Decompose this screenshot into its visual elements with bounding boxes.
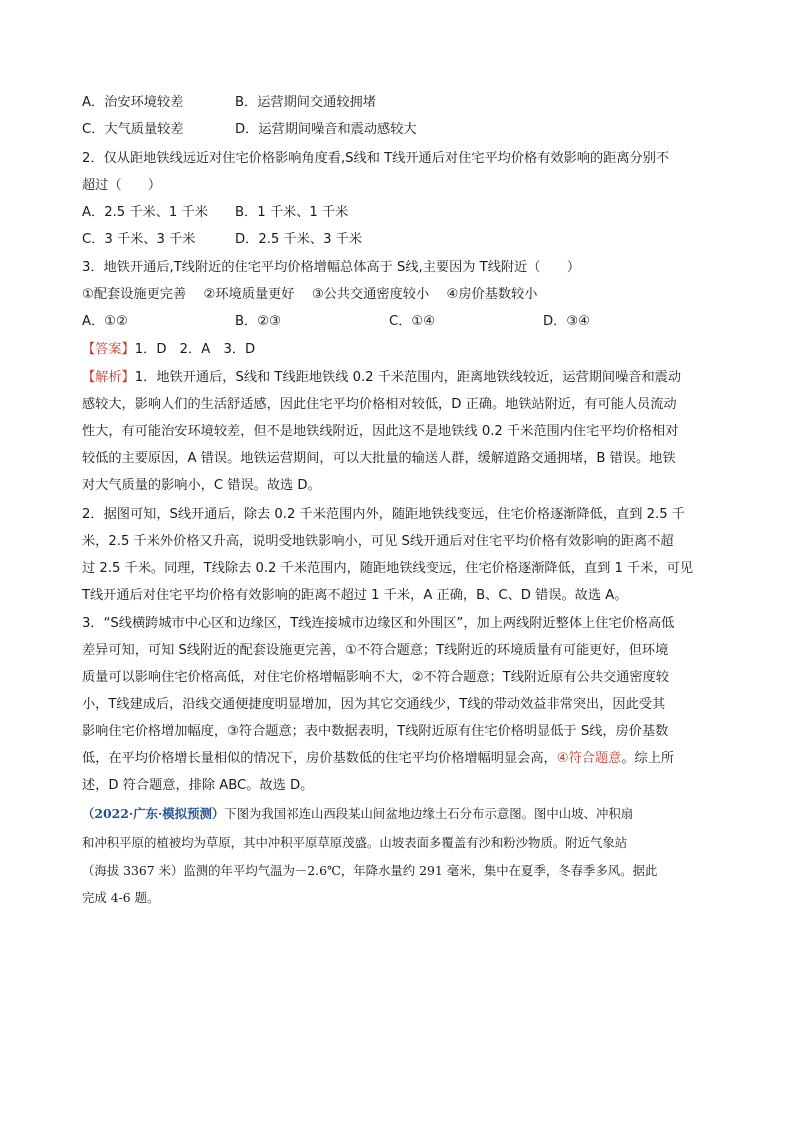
analysis-p2-line2: 米，2.5 千米外价格又升高，说明受地铁影响小，可见 S线开通后对住宅平均价格有效影响的距离不超 bbox=[82, 534, 674, 549]
analysis-p2-line4: T线开通后对住宅平均价格有效影响的距离不超过 1 千米，A 正确，B、C、D 错误。故选 A。 bbox=[82, 588, 628, 603]
q3-options-row bbox=[82, 308, 722, 335]
q3-option-a: A．①② bbox=[82, 314, 128, 329]
q3-option-c: C．①④ bbox=[389, 314, 436, 329]
next-intro-line1: （2022·广东·模拟预测）下图为我国祁连山西段某山间盆地边缘土石分布示意图。图中山坡、冲积扇 bbox=[82, 806, 634, 821]
answer-text: 1．D 2．A 3．D bbox=[134, 342, 256, 357]
analysis-p3-line3: 质量可以影响住宅价格高低，对住宅价格增幅影响不大，②不符合题意；T线附近原有公共交通密度较 bbox=[82, 670, 669, 685]
analysis-p1-line3: 性大，有可能治安环境较差，但不是地铁线附近，因此这不是地铁线 0.2 千米范围内住宅平均价格相对 bbox=[82, 424, 679, 439]
analysis-p3-line5: 影响住宅价格增加幅度，③符合题意；表中数据表明，T线附近原有住宅价格明显低于 S线，房价基数 bbox=[82, 724, 669, 739]
q1-options-row1 bbox=[82, 89, 722, 116]
analysis-p3-line4: 小，T线建成后，沿线交通便捷度明显增加，因为其它交通线少，T线的带动效益非常突出，因此受其 bbox=[82, 697, 666, 712]
analysis-p1-line1: 【解析】1．地铁开通后，S线和 T线距地铁线 0.2 千米范围内，距离地铁线较近，运营期间噪音和震动 bbox=[82, 370, 682, 385]
q1-option-b: B．运营期间交通较拥堵 bbox=[235, 95, 376, 110]
q2-stem-line2: 超过（ ） bbox=[82, 178, 162, 193]
source-tag: （2022·广东·模拟预测） bbox=[82, 806, 225, 821]
q2-option-d: D．2.5 千米、3 千米 bbox=[235, 232, 363, 247]
analysis-p3-line1: 3．“S线横跨城市中心区和边缘区，T线连接城市边缘区和外围区”，加上两线附近整体上住宅价格高低 bbox=[82, 616, 675, 631]
analysis-p3-line2: 差异可知，可知 S线附近的配套设施更完善，①不符合题意；T线附近的环境质量有可能更好，但环境 bbox=[82, 643, 669, 658]
next-intro-line3: （海拔 3367 米）监测的年平均气温为－2.6℃，年降水量约 291 毫米，集中在夏季，冬春季多风。据此 bbox=[82, 863, 658, 878]
q1-option-d: D．运营期间噪音和震动感较大 bbox=[235, 122, 417, 137]
q2-options-row2 bbox=[82, 226, 722, 253]
highlight-correct: ④符合题意 bbox=[556, 751, 622, 766]
next-intro-line2: 和冲积平原的植被均为草原，其中冲积平原草原茂盛。山坡表面多覆盖有沙和粉沙物质。附近气象站 bbox=[82, 835, 628, 850]
q2-option-c: C．3 千米、3 千米 bbox=[82, 232, 196, 247]
analysis-p2-line3: 过 2.5 千米。同理，T线除去 0.2 千米范围内，随距地铁线变远，住宅价格逐渐降低，直到 1 千米，可见 bbox=[82, 561, 694, 576]
analysis-p1-line4: 较低的主要原因，A 错误。地铁运营期间，可以大批量的输送人群，缓解道路交通拥堵，B 错误。地铁 bbox=[82, 451, 676, 466]
q1-option-a: A．治安环境较差 bbox=[82, 95, 184, 110]
q1-options-row2 bbox=[82, 116, 722, 143]
analysis-p3-line6: 低，在平均价格增长量相似的情况下，房价基数低的住宅平均价格增幅明显会高，④符合题意。综上所 bbox=[82, 751, 675, 766]
q1-option-c: C．大气质量较差 bbox=[82, 122, 184, 137]
q2-options-row1 bbox=[82, 199, 722, 226]
q2-option-b: B．1 千米、1 千米 bbox=[235, 205, 349, 220]
analysis-p1-line2: 感较大，影响人们的生活舒适感，因此住宅平均价格相对较低，D 正确。地铁站附近，有可能人员流动 bbox=[82, 397, 677, 412]
q3-option-b: B．②③ bbox=[235, 314, 281, 329]
next-intro-line4: 完成 4-6 题。 bbox=[82, 890, 160, 905]
q2-option-a: A．2.5 千米、1 千米 bbox=[82, 205, 208, 220]
answer-line bbox=[82, 336, 722, 363]
analysis-p3-line7: 述，D 符合题意，排除 ABC。故选 D。 bbox=[82, 778, 314, 793]
analysis-p1-line5: 对大气质量的影响小，C 错误。故选 D。 bbox=[82, 478, 321, 493]
q3-option-d: D．③④ bbox=[543, 314, 590, 329]
answer-label: 【答案】 bbox=[82, 342, 135, 357]
q3-stem: 3．地铁开通后,T线附近的住宅平均价格增幅总体高于 S线,主要因为 T线附近（ ） bbox=[82, 260, 581, 275]
analysis-p2-line1: 2．据图可知，S线开通后，除去 0.2 千米范围内外，随距地铁线变远，住宅价格逐渐降低，直到 2.5 千 bbox=[82, 507, 685, 522]
analysis-label: 【解析】 bbox=[82, 370, 135, 385]
q2-stem-line1: 2．仅从距地铁线远近对住宅价格影响角度看,S线和 T线开通后对住宅平均价格有效影响的距离分别不 bbox=[82, 151, 670, 166]
q3-choices: ①配套设施更完善 ②环境质量更好 ③公共交通密度较小 ④房价基数较小 bbox=[82, 287, 538, 302]
